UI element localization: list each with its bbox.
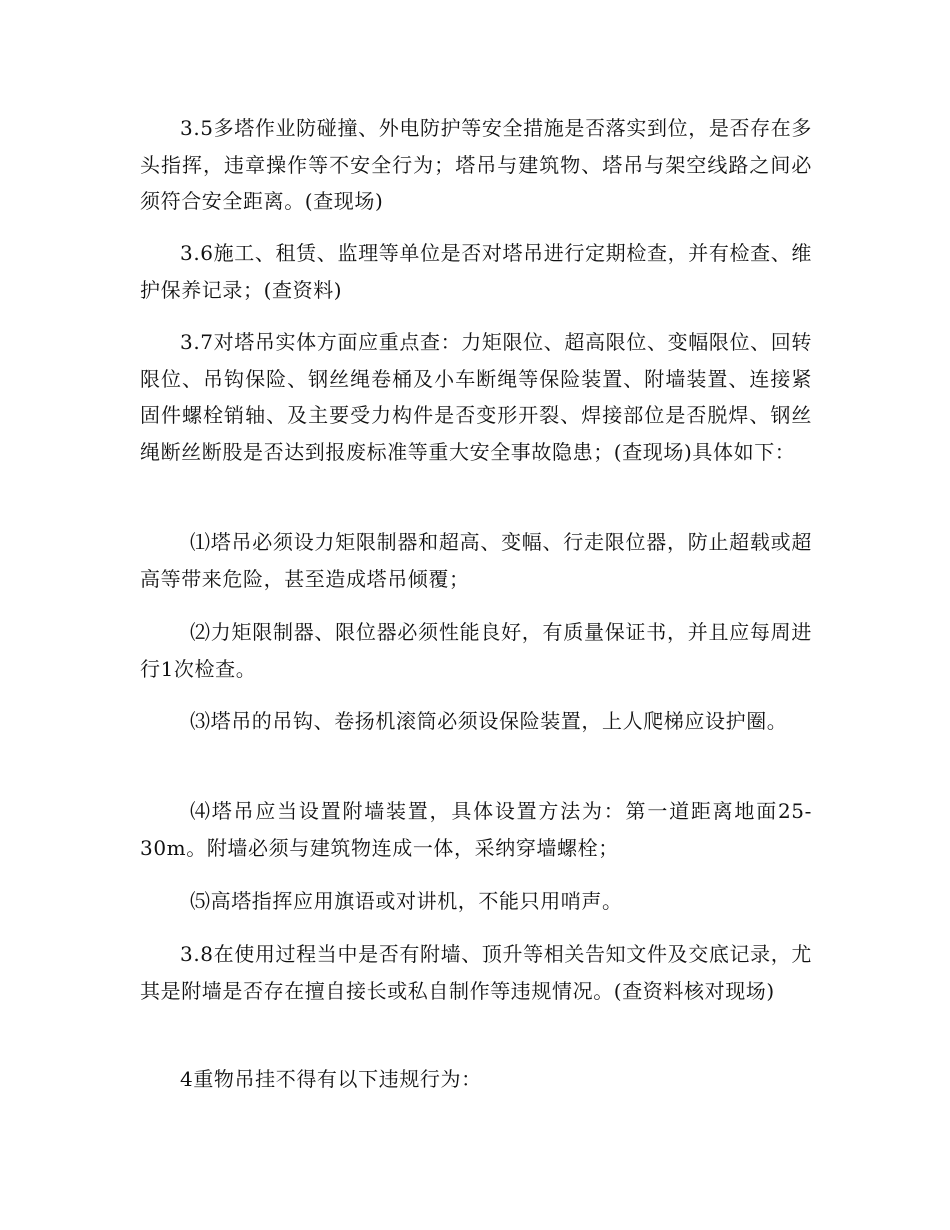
paragraph-item-2: ⑵力矩限制器、限位器必须性能良好，有质量保证书，并且应每周进行1次检查。	[140, 620, 812, 681]
paragraph-3-6: 3.6施工、租赁、监理等单位是否对塔吊进行定期检查，并有检查、维护保养记录；(查资料)	[140, 241, 812, 302]
paragraph-item-4: ⑷塔吊应当设置附墙装置，具体设置方法为：第一道距离地面25-30m。附墙必须与建筑物连成一体，采纳穿墙螺栓；	[140, 799, 812, 860]
paragraph-item-1: ⑴塔吊必须设力矩限制器和超高、变幅、行走限位器，防止超载或超高等带来危险，甚至造成塔吊倾覆；	[140, 530, 812, 591]
paragraph-3-7: 3.7对塔吊实体方面应重点查：力矩限位、超高限位、变幅限位、回转限位、吊钩保险、钢丝绳卷桶及小车断绳等保险装置、附墙装置、连接紧固件螺栓销轴、及主要受力构件是否变形开裂、焊接部位是否脱焊、钢丝绳断丝断股是否达到报废标准等重大安全事故隐患；(查现场)具体如下：	[140, 330, 812, 464]
paragraph-3-8: 3.8在使用过程当中是否有附墙、顶升等相关告知文件及交底记录，尤其是附墙是否存在擅自接长或私自制作等违规情况。(查资料核对现场)	[140, 942, 812, 1003]
paragraph-item-3: ⑶塔吊的吊钩、卷扬机滚筒必须设保险装置，上人爬梯应设护圈。	[190, 709, 788, 733]
paragraph-section-4: 4重物吊挂不得有以下违规行为：	[180, 1067, 482, 1091]
paragraph-3-5: 3.5多塔作业防碰撞、外电防护等安全措施是否落实到位，是否存在多头指挥，违章操作等不安全行为；塔吊与建筑物、塔吊与架空线路之间必须符合安全距离。(查现场)	[140, 116, 812, 213]
paragraph-item-5: ⑸高塔指挥应用旗语或对讲机，不能只用哨声。	[190, 889, 623, 913]
